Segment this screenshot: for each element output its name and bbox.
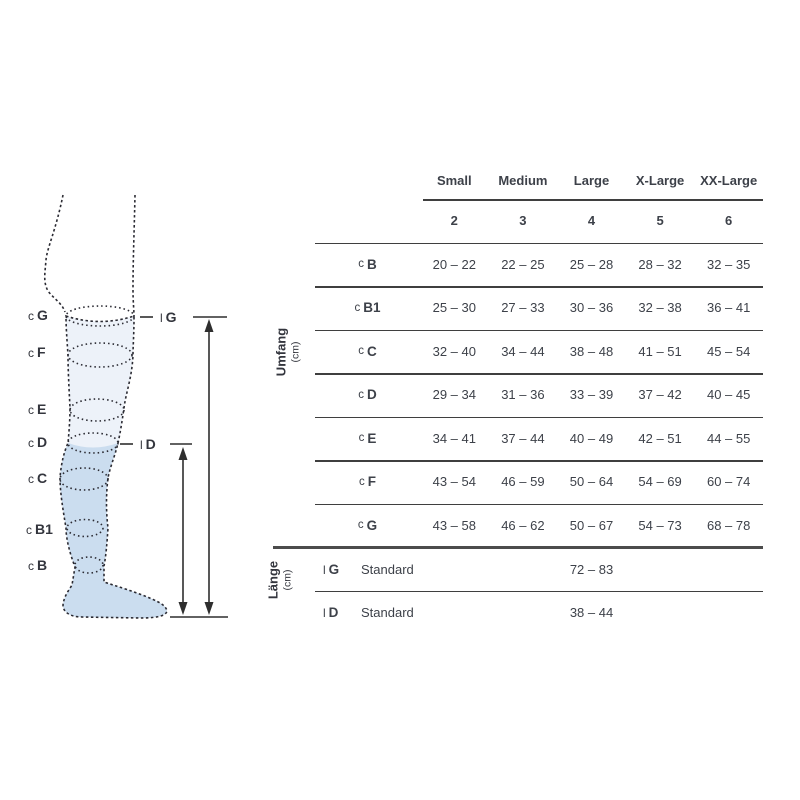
leg-label-name: B (37, 557, 48, 573)
row-label-prefix: c (358, 345, 364, 358)
section-unit: (cm) (289, 341, 302, 363)
lD-arrowhead-bottom (179, 602, 188, 615)
row-label-prefix: c (358, 432, 365, 445)
size-header-large: Large (573, 172, 610, 188)
cell-value: 54 – 69 (638, 474, 682, 490)
size-header-xx-large: XX-Large (700, 172, 758, 188)
size-header-x-large: X-Large (635, 172, 685, 188)
row-label (315, 387, 420, 402)
length-type: Standard (361, 605, 414, 620)
row-label-name: C (367, 343, 377, 359)
cell-value: 41 – 51 (638, 343, 682, 359)
row-label-name: B1 (363, 300, 381, 316)
table-row-cF (315, 460, 763, 504)
cell-value: 40 – 45 (706, 387, 751, 403)
row-label (323, 605, 357, 620)
row-label-prefix: l (323, 563, 326, 578)
row-label (315, 474, 420, 489)
row-label (315, 257, 420, 272)
leg-label-cB1 (26, 521, 53, 537)
section-unit: (cm) (281, 569, 294, 591)
cell-value: 37 – 42 (638, 387, 682, 403)
leg-label-name: E (37, 401, 47, 417)
cell-value: 22 – 25 (501, 256, 545, 272)
row-label-name: B (367, 256, 377, 272)
cell-value: 38 – 48 (569, 343, 614, 359)
cell-value: 34 – 44 (501, 343, 545, 359)
leg-label-prefix: c (28, 403, 34, 417)
leg-label-prefix: c (28, 436, 34, 450)
size-number: 5 (656, 213, 664, 229)
size-number-row (315, 199, 763, 243)
section-title: Umfang (273, 327, 289, 377)
leg-label-prefix: l (160, 311, 163, 325)
row-label (315, 300, 420, 315)
section-title: Länge (265, 560, 281, 600)
table-row-cG (315, 504, 763, 548)
length-type: Standard (361, 562, 414, 578)
cell-value: 46 – 62 (501, 517, 545, 533)
cell-value: 40 – 49 (569, 430, 614, 446)
table-row-cB1 (315, 286, 763, 330)
table-row-cE (315, 417, 763, 461)
row-label-name: F (367, 474, 376, 490)
cell-value: 50 – 67 (569, 517, 614, 533)
table-row-lG (315, 549, 763, 591)
row-label (315, 431, 420, 446)
cell-value: 50 – 64 (569, 474, 614, 490)
row-label-prefix: c (357, 519, 364, 532)
cell-value: 25 – 28 (569, 256, 614, 272)
table-row-cC (315, 330, 763, 374)
section-label-umfang (275, 328, 302, 376)
leg-label-name: D (145, 436, 156, 452)
row-label (315, 344, 420, 359)
section-label-laenge (267, 561, 294, 599)
cell-value: 32 – 35 (706, 256, 751, 272)
cell-value: 72 – 83 (569, 562, 614, 578)
thigh-outline-right (133, 195, 135, 316)
leg-label-cC (28, 470, 47, 486)
cell-value: 30 – 36 (569, 300, 614, 316)
size-number: 3 (519, 213, 527, 229)
row-label-prefix: c (354, 301, 361, 314)
cell-value: 54 – 73 (638, 517, 682, 533)
leg-label-prefix: c (28, 559, 34, 573)
leg-label-name: G (165, 309, 177, 325)
leg-label-cD (28, 434, 47, 450)
cell-value: 42 – 51 (638, 430, 682, 446)
cell-value: 34 – 41 (432, 430, 476, 446)
thigh-outline-left (45, 195, 65, 312)
cell-value: 20 – 22 (432, 256, 476, 272)
row-label-prefix: l (323, 606, 326, 620)
cell-value: 46 – 59 (501, 474, 545, 490)
leg-label-prefix: c (28, 309, 34, 323)
cell-value: 38 – 44 (569, 605, 614, 620)
cell-value: 68 – 78 (706, 517, 751, 533)
table-row-lD (315, 591, 763, 635)
leg-label-prefix: c (28, 346, 34, 360)
row-label-name: D (367, 387, 377, 403)
leg-label-name: C (37, 470, 48, 486)
leg-label-cG (28, 307, 48, 323)
leg-label-prefix: l (140, 438, 143, 452)
table-row-cD (315, 373, 763, 417)
leg-label-cB (28, 557, 47, 573)
lD-arrowhead-top (179, 447, 188, 460)
cell-value: 31 – 36 (501, 387, 545, 403)
row-label-name: D (328, 605, 339, 620)
cell-value: 32 – 40 (432, 343, 476, 359)
cell-value: 33 – 39 (569, 387, 614, 403)
leg-label-lG (160, 309, 177, 325)
cell-value: 27 – 33 (501, 300, 545, 316)
size-number: 2 (450, 213, 458, 229)
size-number: 4 (587, 213, 596, 229)
row-label-name: G (328, 562, 340, 578)
leg-label-name: G (37, 307, 48, 323)
leg-label-prefix: c (28, 472, 34, 486)
size-header-medium: Medium (498, 172, 548, 188)
leg-label-prefix: c (26, 523, 32, 537)
leg-label-cE (28, 401, 46, 417)
row-label-prefix: c (359, 475, 365, 488)
cell-value: 25 – 30 (432, 300, 476, 316)
cell-value: 28 – 32 (638, 256, 682, 272)
cell-value: 60 – 74 (706, 474, 751, 490)
row-label-prefix: c (358, 388, 364, 401)
table-row-cB (315, 243, 763, 287)
cell-value: 43 – 54 (432, 474, 476, 490)
cell-value: 32 – 38 (638, 300, 682, 316)
cell-value: 43 – 58 (432, 517, 476, 533)
size-header-small: Small (436, 172, 472, 188)
cell-value: 36 – 41 (706, 300, 751, 316)
lG-arrowhead-bottom (205, 602, 214, 615)
row-label-prefix: c (358, 258, 364, 271)
cell-value: 44 – 55 (706, 430, 751, 446)
row-label (315, 518, 420, 533)
row-label-name: G (366, 517, 378, 533)
leg-label-name: D (37, 434, 48, 450)
leg-label-name: F (37, 344, 46, 360)
cell-value: 37 – 44 (501, 430, 545, 446)
cell-value: 45 – 54 (706, 343, 751, 359)
leg-label-cF (28, 344, 46, 360)
cell-value: 29 – 34 (432, 387, 476, 403)
leg-label-lD (140, 436, 156, 452)
size-number: 6 (725, 213, 733, 229)
size-header-row (315, 161, 763, 199)
lG-arrowhead-top (205, 319, 214, 332)
row-label (323, 562, 357, 577)
leg-label-name: B1 (35, 521, 53, 537)
row-label-name: E (367, 430, 377, 446)
leg-illustration (0, 140, 280, 660)
